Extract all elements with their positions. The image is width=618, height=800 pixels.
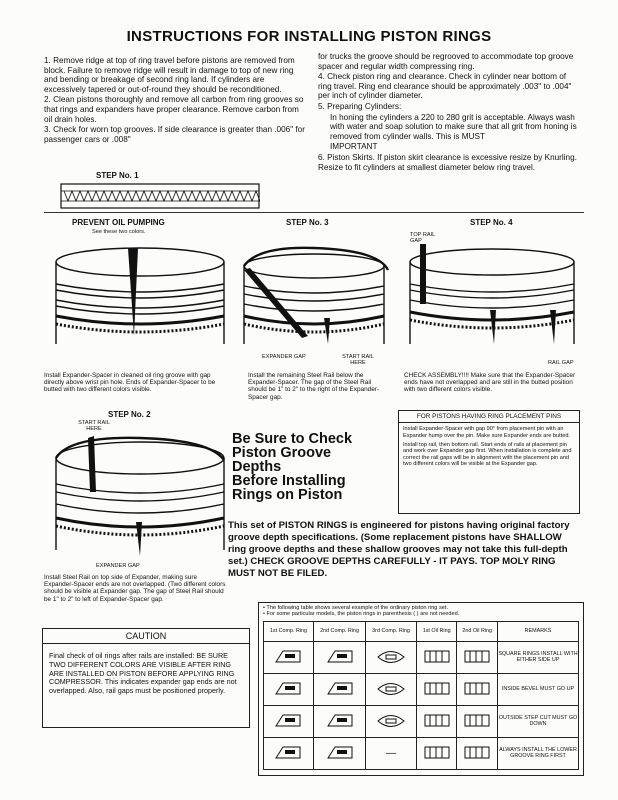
ring-profile-icon	[325, 680, 355, 698]
ring-cell	[366, 673, 417, 705]
ring-cell	[416, 673, 457, 705]
divider-line	[44, 212, 584, 213]
ring-table	[263, 621, 579, 770]
oil-ring-icon	[462, 712, 492, 730]
table-note-2: • For some particular models, the piston rings in parenthesis ( ) are not needed.	[263, 611, 460, 618]
oil-ring-icon	[422, 744, 452, 762]
ring-cell	[313, 673, 365, 705]
ring-cell	[457, 705, 498, 737]
caution-box	[42, 628, 250, 728]
placement-title: FOR PISTONS HAVING RING PLACEMENT PINS	[399, 411, 579, 423]
step4-label: STEP No. 4	[470, 218, 513, 227]
caption-step-1: Install Expander-Spacer in cleaned oil ring groove with gap directly above wrist pin hole. Ends of Expander-Spacer to be butted with two different colors visible.	[44, 372, 216, 394]
ring-profile-icon	[325, 648, 355, 666]
oil-ring-icon	[462, 680, 492, 698]
ring-profile-icon	[273, 712, 303, 730]
remarks-cell: INSIDE BEVEL MUST GO UP	[498, 673, 579, 705]
ring-profile-icon	[325, 712, 355, 730]
ring-cell	[416, 641, 457, 673]
table-header-row	[264, 621, 579, 641]
oil-ring-icon	[462, 744, 492, 762]
oil-ring-icon	[422, 648, 452, 666]
ring-cell	[264, 641, 314, 673]
step-1-text: 1. Remove ridge at top of ring travel before pistons are removed from block. Failure to remove ridge will result in damage to top of new ring and bending or breakage of second ring land. If cylinders are excessively tapered or out-of-round they should be reconditioned.	[44, 56, 295, 94]
ring-table-container	[258, 602, 584, 776]
remarks-cell: SQUARE RINGS INSTALL WITH EITHER SIDE UP	[498, 641, 579, 673]
step-2-text: 2. Clean pistons thoroughly and remove all carbon from ring grooves so that rings and expanders have proper clearance. Remove carbon from oil drain holes.	[44, 95, 304, 124]
ring-cell	[313, 641, 365, 673]
ring-profile-icon	[376, 712, 406, 730]
see-colors-note: See these two colors.	[92, 229, 146, 235]
step3-label: STEP No. 3	[286, 218, 329, 227]
table-header: 3rd Comp. Ring	[366, 621, 417, 641]
table-note-1: • The following table shows several example of the ordinary piston ring set.	[263, 605, 448, 611]
ring-profile-icon	[376, 648, 406, 666]
table-header: 2nd Oil Ring	[457, 621, 498, 641]
piston-illustration-3	[238, 240, 394, 352]
check-line-4: Before Installing	[232, 473, 346, 489]
table-row	[264, 641, 579, 673]
ring-cell	[416, 737, 457, 769]
ring-cell	[264, 705, 314, 737]
ring-cell	[457, 641, 498, 673]
ring-cell	[313, 737, 365, 769]
important-label: IMPORTANT	[330, 142, 378, 152]
groove-depth-paragraph: This set of PISTON RINGS is engineered for pistons having original factory groove depth specifications. (Some replacement pistons have SHALLOW ring groove depths and these shallow grooves may not take this full-depth set.) CHECK GROOVE DEPTHS CAREFULLY - IT PAYS. TOP MOLY RING MUST NOT BE FILED.	[228, 520, 570, 579]
placement-para-1: Install Expander-Spacer with gap 90° from placement pin with an Expander hump over the pin. Make sure Expander ends are butted.	[403, 426, 570, 439]
check-line-1: Be Sure to Check	[232, 431, 353, 447]
page-title: INSTRUCTIONS FOR INSTALLING PISTON RINGS	[126, 28, 492, 45]
step-3-text: 3. Check for worn top grooves. If side clearance is greater than .006" for passenger cars or .008"	[44, 125, 305, 144]
ring-cell	[416, 705, 457, 737]
instructions-right	[318, 52, 580, 173]
step2-label: STEP No. 2	[108, 410, 151, 419]
expander-gap-label-3: EXPANDER GAP	[262, 354, 306, 360]
step-5-text: 5. Preparing Cylinders:	[318, 101, 402, 111]
empty-ring-cell: —	[366, 737, 417, 769]
check-line-2: Piston Groove	[232, 445, 332, 461]
table-header: 2nd Comp. Ring	[313, 621, 365, 641]
oil-ring-icon	[462, 648, 492, 666]
caution-text: Final check of oil rings after rails are installed: BE SURE TWO DIFFERENT COLORS ARE VISIBLE AFTER RING ARE INSTALLED ON PISTON BEFORE APPLYING RING COMPRESSOR. This indicates expander gap ends are not overlapped. Also, rail gaps must be positioned properly.	[49, 651, 237, 696]
table-header: REMARKS	[498, 621, 579, 641]
table-header: 1st Comp. Ring	[264, 621, 314, 641]
expander-gap-label-2: EXPANDER GAP	[96, 563, 140, 569]
remarks-cell: ALWAYS INSTALL THE LOWER GROOVE RING FIRST	[498, 737, 579, 769]
check-line-3: Depths	[232, 459, 282, 475]
ring-cell	[457, 737, 498, 769]
table-row	[264, 705, 579, 737]
prevent-oil-pumping-label: PREVENT OIL PUMPING	[72, 218, 165, 227]
caution-title: CAUTION	[43, 629, 249, 644]
caption-step-4: CHECK ASSEMBLY!!!! Make sure that the Expander-Spacer ends have not overlapped and are still in the butted position with two different colors visible.	[404, 372, 576, 394]
ring-cell	[366, 641, 417, 673]
ring-profile-icon	[325, 744, 355, 762]
piston-illustration-1	[50, 240, 230, 352]
oil-ring-icon	[422, 680, 452, 698]
check-groove-heading	[232, 432, 392, 502]
placement-para-2: Install top rail, then bottom rail. Start ends of rails at placement pin and work over Expander gap first. When installation is complete and correct the rail gaps will be in alignment with the placement pin and two different colors will be visible at the Expander gap.	[403, 442, 572, 468]
ring-cell	[264, 673, 314, 705]
table-header: 1st Oil Ring	[416, 621, 457, 641]
ring-profile-icon	[376, 680, 406, 698]
ring-cell	[264, 737, 314, 769]
start-rail-label-3: START RAIL HERE	[342, 354, 374, 367]
piston-illustration-4	[404, 240, 580, 352]
rail-gap-label-4: RAIL GAP	[548, 360, 574, 366]
step-6-text: 6. Piston Skirts. If piston skirt clearance is excessive resize by Knurling. Resize to fit cylinders at smallest diameter below ring travel.	[318, 152, 577, 172]
remarks-cell: OUTSIDE STEP CUT MUST GO DOWN	[498, 705, 579, 737]
placement-pins-box	[398, 410, 580, 514]
start-rail-label-2: START RAIL HERE	[78, 420, 110, 433]
step-3-cont-text: for trucks the groove should be regrooved to accommodate top groove spacer and regular width compressing ring.	[318, 52, 574, 71]
oil-ring-icon	[422, 712, 452, 730]
table-row	[264, 673, 579, 705]
ring-cell	[457, 673, 498, 705]
caption-step-2: Install Steel Rail on top side of Expander, making sure Expander-Spacer ends are not overlapped. (Two different colors should be visible at Expander gap. The gap of Steel Rail should be 1" to 2" to left of Expander-Spacer gap.	[44, 574, 226, 603]
instructions-left	[44, 56, 306, 145]
ring-profile-icon	[273, 680, 303, 698]
ring-profile-icon	[273, 744, 303, 762]
step1-label: STEP No. 1	[96, 171, 139, 180]
ring-cell	[366, 705, 417, 737]
ring-cell	[313, 705, 365, 737]
table-row	[264, 737, 579, 769]
piston-illustration-2	[50, 430, 230, 566]
check-line-5: Rings on Piston	[232, 487, 343, 503]
caption-step-3: Install the remaining Steel Rail below the Expander-Spacer. The gap of the Steel Rail should be 1" to 2" to the right of the Expander-Spacer gap.	[248, 372, 380, 401]
step-5-detail-text: In honing the cylinders a 220 to 280 grit is acceptable. Always wash with water and soap solution to make sure that all grit from honing is removed from cylinder walls. This is MUST	[330, 112, 577, 141]
step-4-text: 4. Check piston ring and clearance. Check in cylinder near bottom of ring travel. Ring end clearance should be approximately .003" to .004" per inch of cylinder diameter.	[318, 72, 572, 101]
groove-cross-section	[60, 183, 260, 209]
top-rail-gap-label: TOP RAIL GAP	[410, 232, 436, 245]
ring-profile-icon	[273, 648, 303, 666]
